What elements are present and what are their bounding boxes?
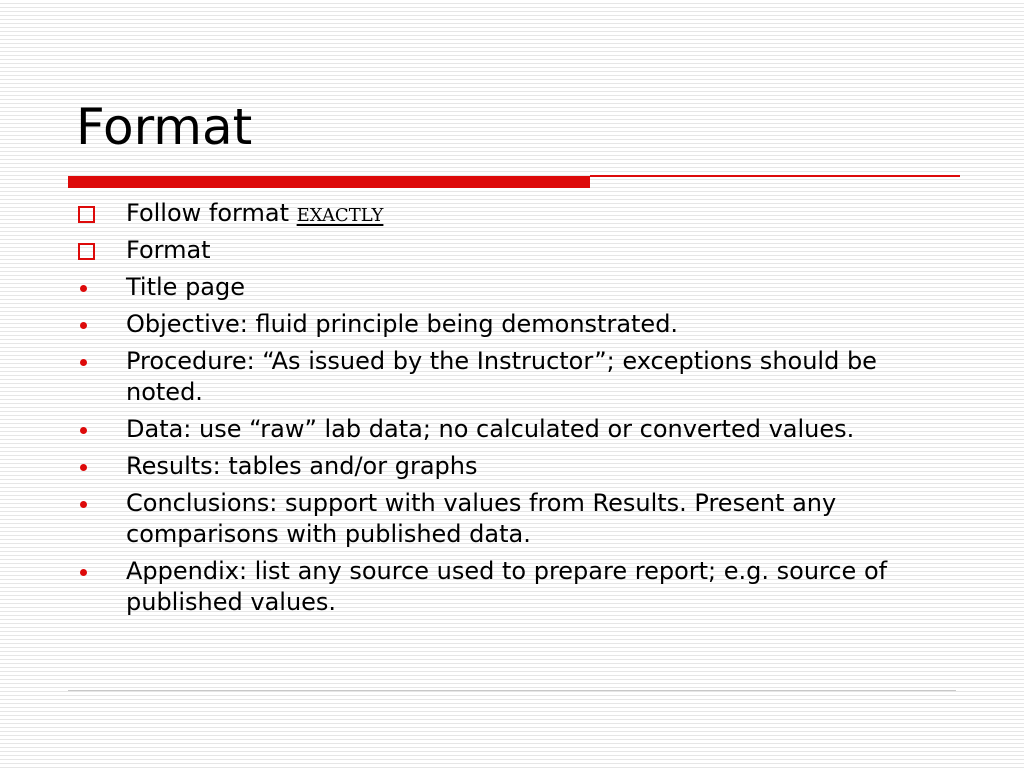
dot-bullet-icon — [74, 414, 126, 445]
dot-bullet-icon — [74, 346, 126, 377]
bullet-text: Title page — [126, 273, 246, 301]
bullet-text: Conclusions: support with values from Results. Present any comparisons with published data. — [126, 489, 837, 548]
dot-bullet-icon — [74, 451, 126, 482]
bullet-procedure — [74, 346, 954, 408]
dot-bullet-icon — [74, 272, 126, 303]
bullet-objective — [74, 309, 954, 340]
square-bullet-icon — [74, 198, 126, 229]
bullet-text: Procedure: “As issued by the Instructor”; exceptions should be noted. — [126, 347, 877, 406]
bullet-data — [74, 414, 954, 445]
title-accent-bar — [68, 176, 590, 188]
square-bullet-icon — [74, 235, 126, 266]
bullet-conclusions — [74, 488, 954, 550]
bullet-format — [74, 235, 954, 266]
title-accent-line — [590, 175, 960, 177]
dot-bullet-icon — [74, 488, 126, 519]
bullet-text: Follow format — [126, 199, 297, 227]
dot-bullet-icon — [74, 556, 126, 587]
bullet-text: Results: tables and/or graphs — [126, 452, 478, 480]
bullet-results — [74, 451, 954, 482]
bullet-title-page — [74, 272, 954, 303]
footer-divider — [68, 690, 956, 691]
bullet-list — [74, 198, 954, 624]
bullet-follow-format — [74, 198, 954, 229]
slide-title: Format — [76, 98, 253, 156]
bullet-text: Appendix: list any source used to prepare report; e.g. source of published values. — [126, 557, 888, 616]
bullet-appendix — [74, 556, 954, 618]
bullet-text: Format — [126, 236, 211, 264]
bullet-text: Data: use “raw” lab data; no calculated or converted values. — [126, 415, 855, 443]
bullet-text: Objective: fluid principle being demonstrated. — [126, 310, 679, 338]
dot-bullet-icon — [74, 309, 126, 340]
bullet-emphasis: exactly — [296, 198, 384, 228]
